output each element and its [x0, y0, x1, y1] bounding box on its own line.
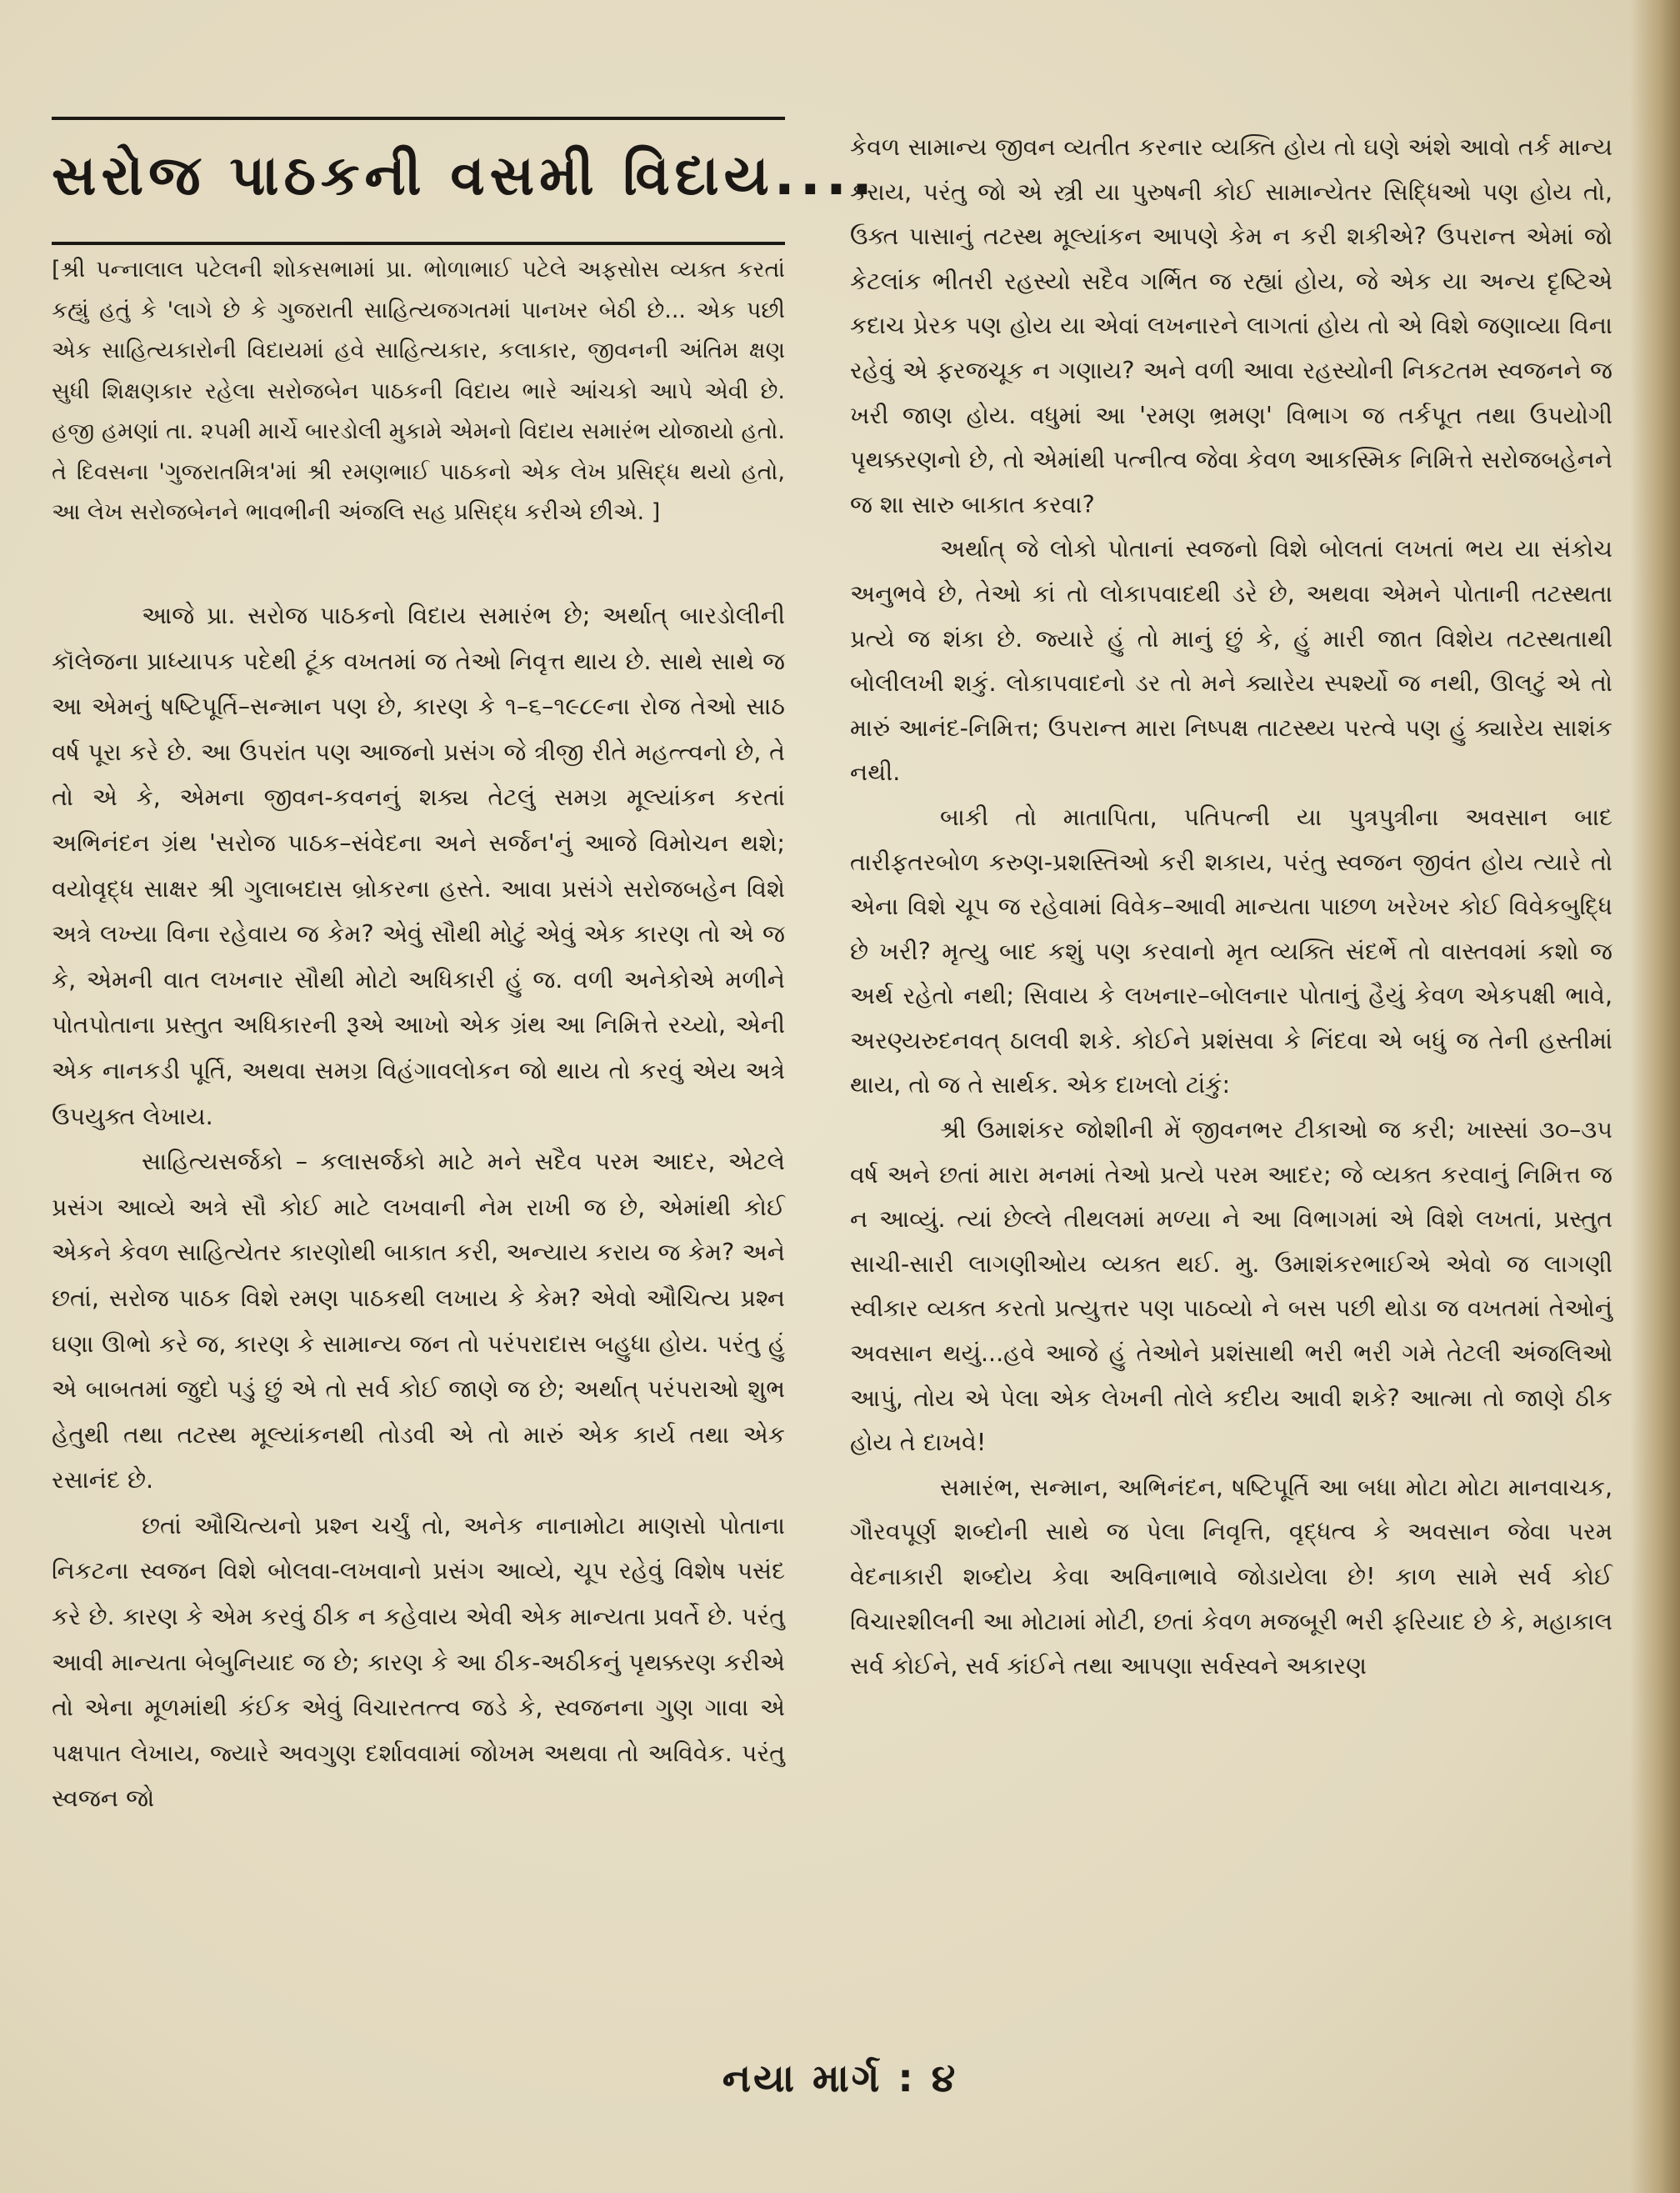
right-paragraph-2: અર્થાત્ જે લોકો પોતાનાં સ્વજનો વિશે બોલતાં લખતાં ભય યા સંકોચ અનુભવે છે, તેઓ કાં તો લોકાપવાદથી ડરે છે, અથવા એમને પોતાની તટસ્થતા પ્રત્યે જ શંકા છે. જ્યારે હું તો માનું છું કે, હું મારી જાત વિશેય તટસ્થતાથી બોલીલખી શકું. લોકાપવાદનો ડર તો મને ક્યારેય સ્પર્શ્યો જ નથી, ઊલટું એ તો મારું આનંદ-નિમિત્ત; ઉપરાન્ત મારા નિષ્પક્ષ તાટસ્થ્ય પરત્વે પણ હું ક્યારેય સાશંક નથી.: [850, 535, 1612, 787]
intro-note: [52, 250, 785, 533]
right-column: [850, 125, 1612, 1689]
right-paragraph-5: સમારંભ, સન્માન, અભિનંદન, ષષ્ટિપૂર્તિ આ બધા મોટા મોટા માનવાચક, ગૌરવપૂર્ણ શબ્દોની સાથે જ પેલા નિવૃત્તિ, વૃદ્ધત્વ કે અવસાન જેવા પરમ વેદનાકારી શબ્દોય કેવા અવિનાભાવે જોડાયેલા છે! કાળ સામે સર્વ કોઈ વિચારશીલની આ મોટામાં મોટી, છતાં કેવળ મજબૂરી ભરી ફરિયાદ છે કે, મહાકાલ સર્વ કોઈને, સર્વ કાંઈને તથા આપણા સર્વસ્વને અકારણ: [850, 1473, 1612, 1680]
right-paragraph-1: કેવળ સામાન્ય જીવન વ્યતીત કરનાર વ્યક્તિ હોય તો ઘણે અંશે આવો તર્ક માન્ય કરાય, પરંતુ જો એ સ્ત્રી યા પુરુષની કોઈ સામાન્યેતર સિદ્ધિઓ પણ હોય તો, ઉક્ત પાસાનું તટસ્થ મૂલ્યાંકન આપણે કેમ ન કરી શકીએ? ઉપરાન્ત એમાં જો કેટલાંક ભીતરી રહસ્યો સદૈવ ગર્ભિત જ રહ્યાં હોય, જે એક યા અન્ય દૃષ્ટિએ કદાચ પ્રેરક પણ હોય યા એવાં લખનારને લાગતાં હોય તો એ વિશે જણાવ્યા વિના રહેવું એ ફરજચૂક ન ગણાય? અને વળી આવા રહસ્યોની નિકટતમ સ્વજનને જ ખરી જાણ હોય. વધુમાં આ 'રમણ ભ્રમણ' વિભાગ જ તર્કપૂત તથા ઉપયોગી પૃથક્કરણનો છે, તો એમાંથી પત્નીત્વ જેવા કેવળ આકસ્મિક નિમિત્તે સરોજબહેનને જ શા સારુ બાકાત કરવા?: [850, 133, 1612, 518]
left-paragraph-3: છતાં ઔચિત્યનો પ્રશ્ન ચર્ચું તો, અનેક નાનામોટા માણસો પોતાના નિકટના સ્વજન વિશે બોલવા-લખવાનો પ્રસંગ આવ્યે, ચૂપ રહેવું વિશેષ પસંદ કરે છે. કારણ કે એમ કરવું ઠીક ન કહેવાય એવી એક માન્યતા પ્રવર્તે છે. પરંતુ આવી માન્યતા બેબુનિયાદ જ છે; કારણ કે આ ઠીક-અઠીકનું પૃથક્કરણ કરીએ તો એના મૂળમાંથી કંઈક એવું વિચારતત્ત્વ જડે કે, સ્વજનના ગુણ ગાવા એ પક્ષપાત લેખાય, જ્યારે અવગુણ દર્શાવવામાં જોખમ અથવા તો અવિવેક. પરંતુ સ્વજન જો: [52, 1511, 785, 1813]
left-paragraph-1: આજે પ્રા. સરોજ પાઠકનો વિદાય સમારંભ છે; અર્થાત્ બારડોલીની કૉલેજના પ્રાધ્યાપક પદેથી ટૂંક વખતમાં જ તેઓ નિવૃત્ત થાય છે. સાથે સાથે જ આ એમનું ષષ્ટિપૂર્તિ–સન્માન પણ છે, કારણ કે ૧–૬–૧૯૮૯ના રોજ તેઓ સાઠ વર્ષ પૂરા કરે છે. આ ઉપરાંત પણ આજનો પ્રસંગ જે ત્રીજી રીતે મહત્ત્વનો છે, તે તો એ કે, એમના જીવન-કવનનું શક્ય તેટલું સમગ્ર મૂલ્યાંકન કરતાં અભિનંદન ગ્રંથ 'સરોજ પાઠક–સંવેદના અને સર્જન'નું આજે વિમોચન થશે; વયોવૃદ્ધ સાક્ષર શ્રી ગુલાબદાસ બ્રોકરના હસ્તે. આવા પ્રસંગે સરોજબહેન વિશે અત્રે લખ્યા વિના રહેવાય જ કેમ? એવું સૌથી મોટું એવું એક કારણ તો એ જ કે, એમની વાત લખનાર સૌથી મોટો અધિકારી હું જ. વળી અનેકોએ મળીને પોતપોતાના પ્રસ્તુત અધિકારની રૂએ આખો એક ગ્રંથ આ નિમિત્તે રચ્યો, એની એક નાનકડી પૂર્તિ, અથવા સમગ્ર વિહંગાવલોકન જો થાય તો કરવું એય અત્રે ઉપયુક્ત લેખાય.: [52, 602, 785, 1130]
page-footer: નયા માર્ગ : ૪: [722, 2055, 958, 2100]
top-rule: [52, 117, 785, 120]
right-paragraph-3: બાકી તો માતાપિતા, પતિપત્ની યા પુત્રપુત્રીના અવસાન બાદ તારીફતરબોળ કરુણ-પ્રશસ્તિઓ કરી શકાય, પરંતુ સ્વજન જીવંત હોય ત્યારે તો એના વિશે ચૂપ જ રહેવામાં વિવેક–આવી માન્યતા પાછળ ખરેખર કોઈ વિવેકબુદ્ધિ છે ખરી? મૃત્યુ બાદ કશું પણ કરવાનો મૃત વ્યક્તિ સંદર્ભે તો વાસ્તવમાં કશો જ અર્થ રહેતો નથી; સિવાય કે લખનાર–બોલનાર પોતાનું હૈયું કેવળ એકપક્ષી ભાવે, અરણ્યરુદનવત્ ઠાલવી શકે. કોઈને પ્રશંસવા કે નિંદવા એ બધું જ તેની હસ્તીમાં થાય, તો જ તે સાર્થક. એક દાખલો ટાંકું:: [850, 803, 1612, 1099]
left-paragraph-2: સાહિત્યસર્જકો – કલાસર્જકો માટે મને સદૈવ પરમ આદર, એટલે પ્રસંગ આવ્યે અત્રે સૌ કોઈ માટે લખવાની નેમ રાખી જ છે, એમાંથી કોઈ એકને કેવળ સાહિત્યેતર કારણોથી બાકાત કરી, અન્યાય કરાય જ કેમ? અને છતાં, સરોજ પાઠક વિશે રમણ પાઠકથી લખાય કે કેમ? એવો ઔચિત્ય પ્રશ્ન ઘણા ઊભો કરે જ, કારણ કે સામાન્ય જન તો પરંપરાદાસ બહુધા હોય. પરંતુ હું એ બાબતમાં જુદો પડું છું એ તો સર્વ કોઈ જાણે જ છે; અર્થાત્ પરંપરાઓ શુભ હેતુથી તથા તટસ્થ મૂલ્યાંકનથી તોડવી એ તો મારું એક કાર્ય તથા એક રસાનંદ છે.: [52, 1148, 785, 1495]
title-underline-rule: [52, 242, 785, 245]
right-paragraph-4: શ્રી ઉમાશંકર જોશીની મેં જીવનભર ટીકાઓ જ કરી; ખાસ્સાં ૩૦–૩૫ વર્ષ અને છતાં મારા મનમાં તેઓ પ્રત્યે પરમ આદર; જે વ્યક્ત કરવાનું નિમિત્ત જ ન આવ્યું. ત્યાં છેલ્લે તીથલમાં મળ્યા ને આ વિભાગમાં એ વિશે લખતાં, પ્રસ્તુત સાચી-સારી લાગણીઓય વ્યક્ત થઈ. મુ. ઉમાશંકરભાઈએ એવો જ લાગણી સ્વીકાર વ્યક્ત કરતો પ્રત્યુત્તર પણ પાઠવ્યો ને બસ પછી થોડા જ વખતમાં તેઓનું અવસાન થયું...હવે આજે હું તેઓને પ્રશંસાથી ભરી ભરી ગમે તેટલી અંજલિઓ આપું, તોય એ પેલા એક લેખની તોલે કદીય આવી શકે? આત્મા તો જાણે ઠીક હોય તે દાખવે!: [850, 1116, 1612, 1457]
page-edge-wear: [1630, 0, 1680, 2193]
left-column: [52, 593, 785, 1822]
article-title: સરોજ પાઠકની વસમી વિદાય....: [52, 143, 878, 208]
intro-text: [શ્રી પન્નાલાલ પટેલની શોકસભામાં પ્રા. ભોળાભાઈ પટેલે અફસોસ વ્યક્ત કરતાં કહ્યું હતું કે 'લાગે છે કે ગુજરાતી સાહિત્યજગતમાં પાનખર બેઠી છે... એક પછી એક સાહિત્યકારોની વિદાયમાં હવે સાહિત્યકાર, કલાકાર, જીવનની અંતિમ ક્ષણ સુધી શિક્ષણકાર રહેલા સરોજબેન પાઠકની વિદાય ભારે આંચકો આપે એવી છે. હજી હમણાં તા. ૨૫મી માર્ચે બારડોલી મુકામે એમનો વિદાય સમારંભ યોજાયો હતો. તે દિવસના 'ગુજરાતમિત્ર'માં શ્રી રમણભાઈ પાઠકનો એક લેખ પ્રસિદ્ધ થયો હતો, આ લેખ સરોજબેનને ભાવભીની અંજલિ સહ પ્રસિદ્ધ કરીએ છીએ. ]: [52, 257, 785, 525]
